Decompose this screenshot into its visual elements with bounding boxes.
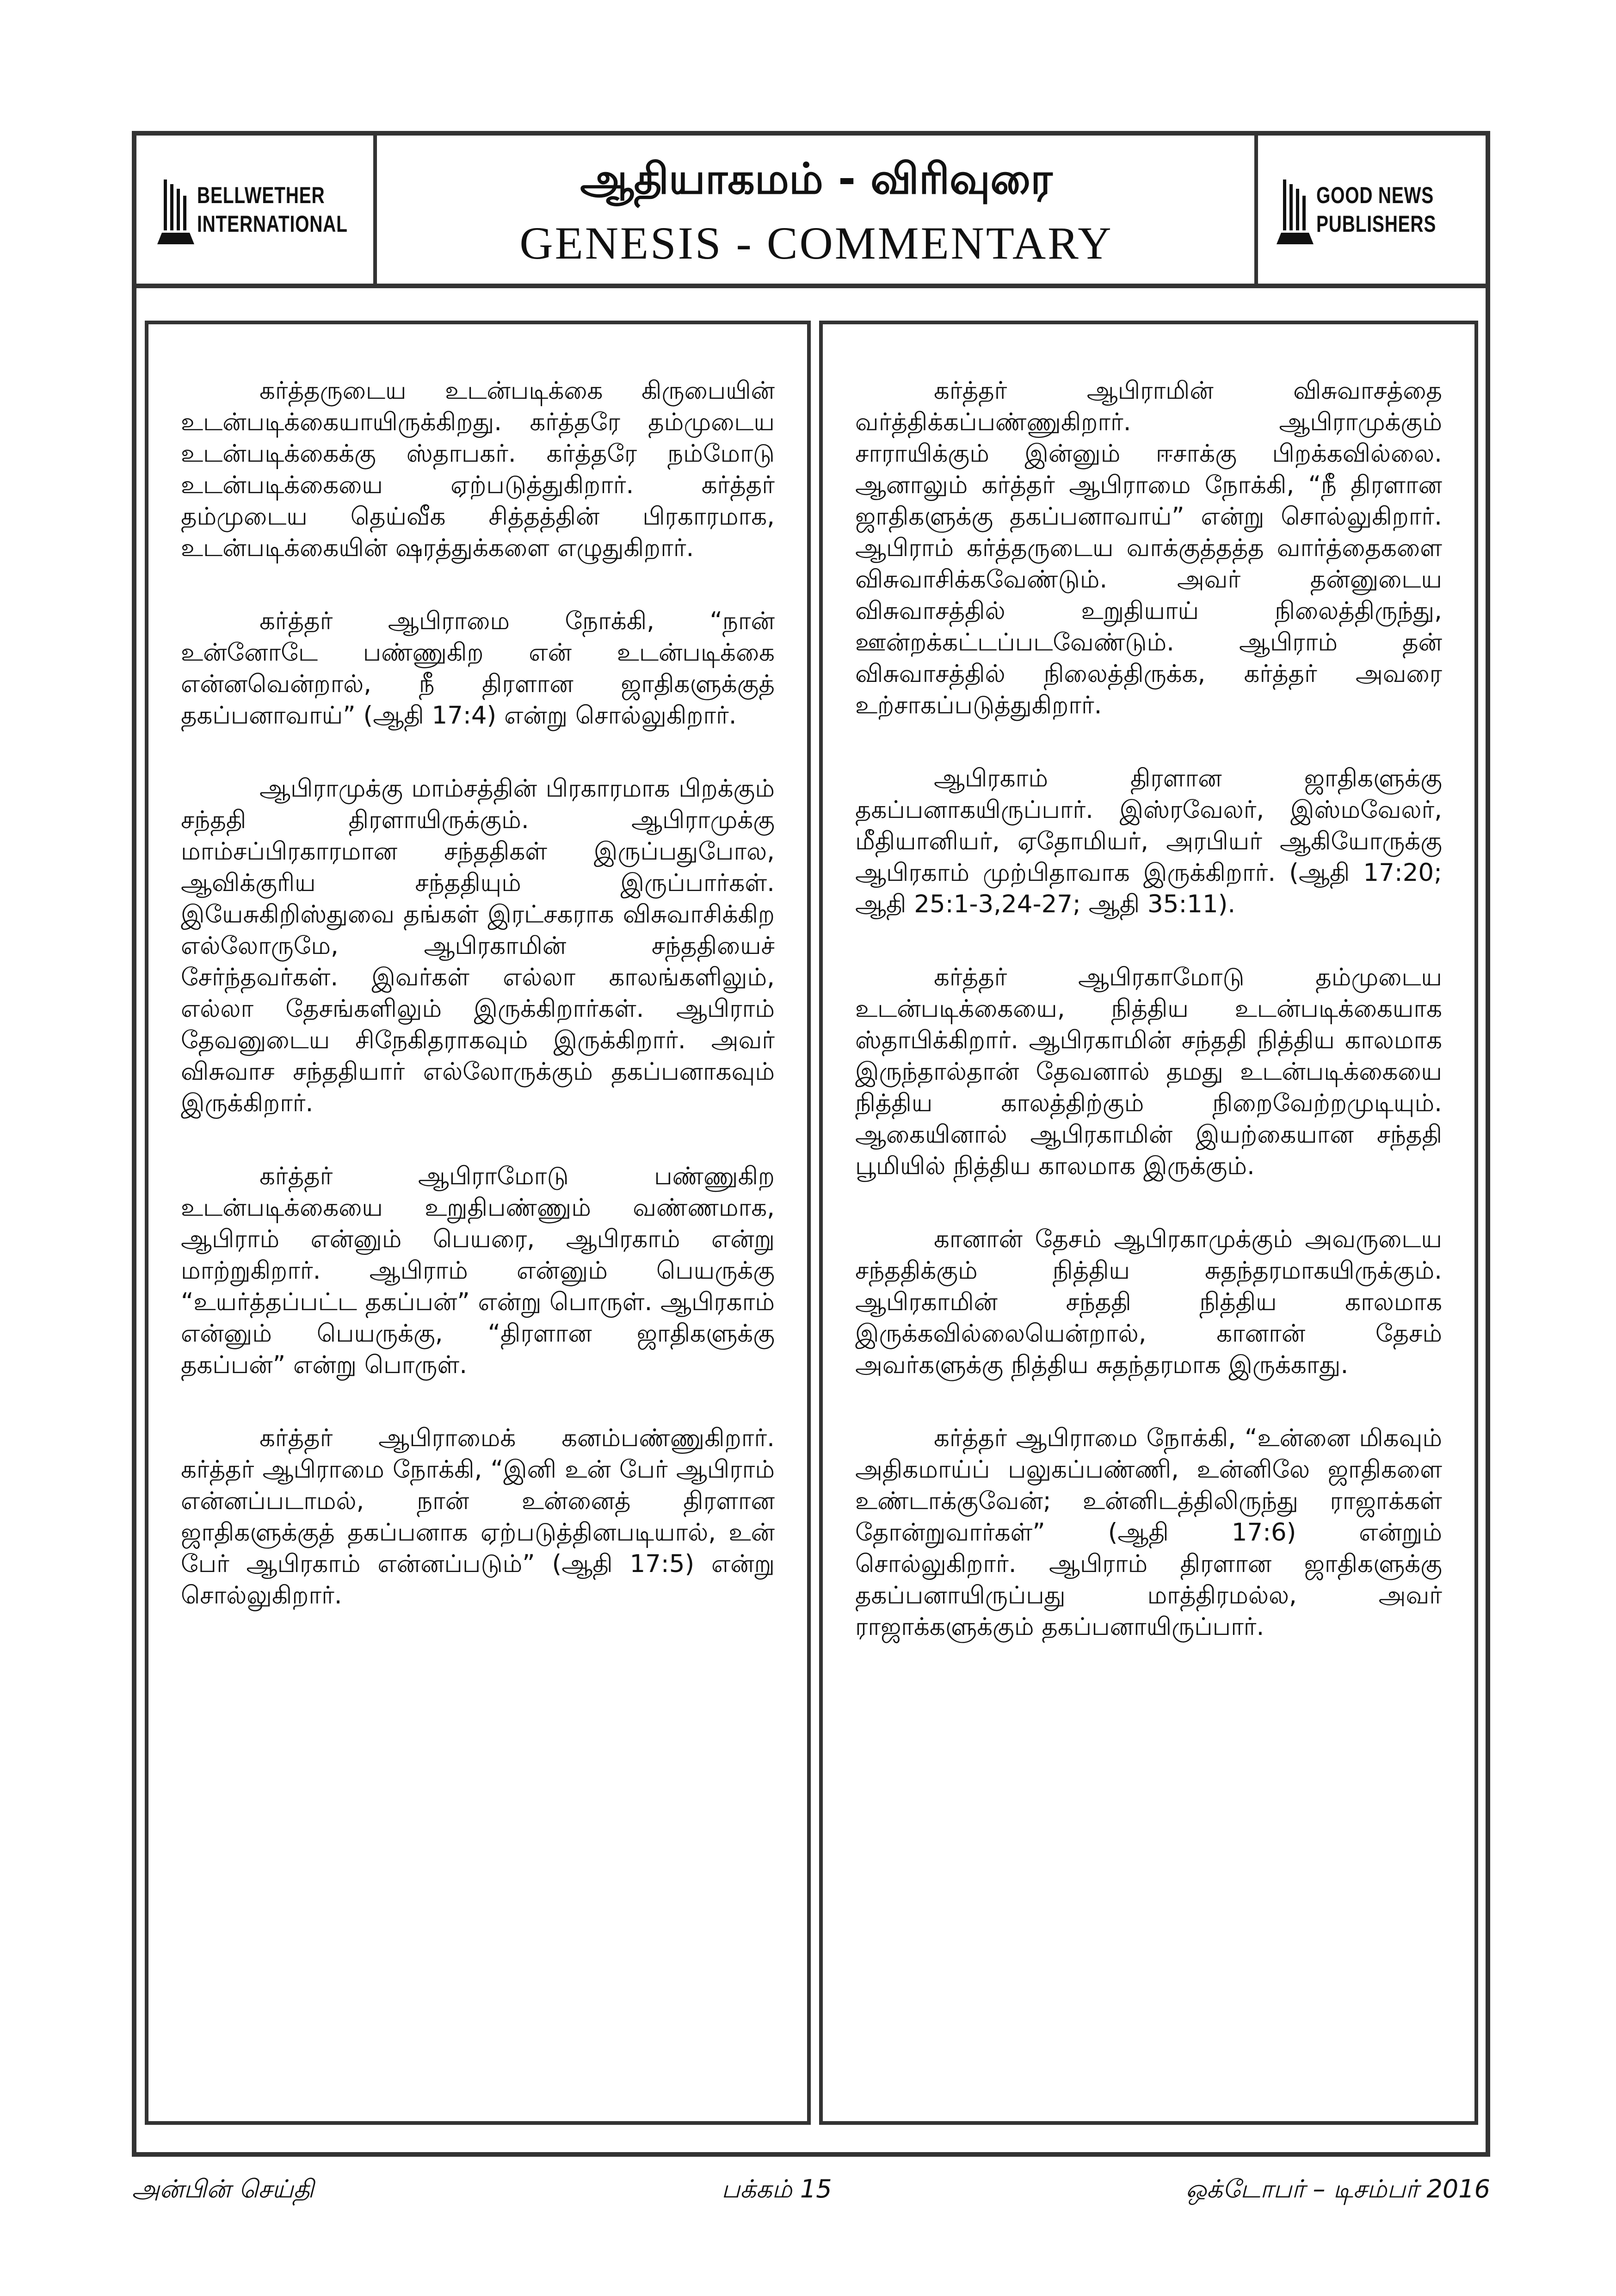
left-column-text [181,375,775,1653]
good-news-line2: PUBLISHERS [1316,211,1437,237]
bellwether-line1: BELLWETHER [197,182,325,208]
header [136,136,1486,288]
columns [136,288,1486,2157]
left-logo-cell [136,136,377,284]
right-column-text [855,375,1442,1684]
paragraph: கர்த்தர் ஆபிராமின் விசுவாசத்தை வர்த்திக்கப்பண்ணுகிறார். ஆபிராமுக்கும் சாராயிக்கும் இன்னும் ஈசாக்கு பிறக்கவில்லை. ஆனாலும் கர்த்தர் ஆபிராமை நோக்கி, “நீ திரளான ஜாதிகளுக்கு தகப்பனாவாய்” என்று சொல்லுகிறார். ஆபிராம் கர்த்தருடைய வாக்குத்தத்த வார்த்தைகளை விசுவாசிக்கவேண்டும். அவர் தன்னுடைய விசுவாசத்தில் உறுதியாய் நிலைத்திருந்து, ஊன்றக்கட்டப்படவேண்டும். ஆபிராம் தன் விசுவாசத்தில் நிலைத்திருக்க, கர்த்தர் அவரை உற்சாகப்படுத்துகிறார். [855,377,1442,719]
paragraph: கர்த்தர் ஆபிராமை நோக்கி, “நான் உன்னோடே பண்ணுகிற என் உடன்படிக்கை என்னவென்றால், நீ திரளான ஜாதிகளுக்குத் தகப்பனாவாய்” (ஆதி 17:4) என்று சொல்லுகிறார். [181,607,775,730]
paragraph: கர்த்தருடைய உடன்படிக்கை கிருபையின் உடன்படிக்கையாயிருக்கிறது. கர்த்தரே தம்முடைய உடன்படிக்கைக்கு ஸ்தாபகர். கர்த்தரே நம்மோடு உடன்படிக்கையை ஏற்படுத்துகிறார். கர்த்தர் தம்முடைய தெய்வீக சித்தத்தின் பிரகாரமாக, உடன்படிக்கையின் ஷரத்துக்களை எழுதுகிறார். [181,377,775,562]
bellwether-emblem-icon [157,175,194,244]
paragraph: கர்த்தர் ஆபிராமைக் கனம்பண்ணுகிறார். கர்த்தர் ஆபிராமை நோக்கி, “இனி உன் பேர் ஆபிராம் என்னப்படாமல், நான் உன்னைத் திரளான ஜாதிகளுக்குத் தகப்பனாக ஏற்படுத்தினபடியால், உன் பேர் ஆபிரகாம் என்னப்படும்” (ஆதி 17:5) என்று சொல்லுகிறார். [181,1424,775,1609]
left-column [145,321,811,2125]
good-news-logo [1277,175,1470,244]
page-frame [132,131,1490,2157]
bellwether-logo [157,175,390,244]
paragraph: கர்த்தர் ஆபிரகாமோடு தம்முடைய உடன்படிக்கையை, நித்திய உடன்படிக்கையாக ஸ்தாபிக்கிறார். ஆபிரகாமின் சந்ததி நித்திய காலமாக இருந்தால்தான் தேவனால் தமது உடன்படிக்கையை நித்திய காலத்திற்கும் நிறைவேற்றமுடியும். ஆகையினால் ஆபிரகாமின் இயற்கையான சந்ததி பூமியில் நித்திய காலமாக இருக்கும். [855,963,1442,1180]
good-news-emblem-icon [1277,175,1314,244]
paragraph: கர்த்தர் ஆபிராமை நோக்கி, “உன்னை மிகவும் அதிகமாய்ப் பலுகப்பண்ணி, உன்னிலே ஜாதிகளை உண்டாக்குவேன்; உன்னிடத்திலிருந்து ராஜாக்கள் தோன்றுவார்கள்” (ஆதி 17:6) என்றும் சொல்லுகிறார். ஆபிராம் திரளான ஜாதிகளுக்கு தகப்பனாயிருப்பது மாத்திரமல்ல, அவர் ராஜாக்களுக்கும் தகப்பனாயிருப்பார். [855,1424,1442,1641]
paragraph: கர்த்தர் ஆபிராமோடு பண்ணுகிற உடன்படிக்கையை உறுதிபண்ணும் வண்ணமாக, ஆபிராம் என்னும் பெயரை, ஆபிரகாம் என்று மாற்றுகிறார். ஆபிராம் என்னும் பெயருக்கு “உயர்த்தப்பட்ட தகப்பன்” என்று பொருள். ஆபிரகாம் என்னும் பெயருக்கு, “திரளான ஜாதிகளுக்கு தகப்பன்” என்று பொருள். [181,1162,775,1379]
paragraph: கானான் தேசம் ஆபிரகாமுக்கும் அவருடைய சந்ததிக்கும் நித்திய சுதந்தரமாகயிருக்கும். ஆபிரகாமின் சந்ததி நித்திய காலமாக இருக்கவில்லையென்றால், கானான் தேசம் அவர்களுக்கு நித்திய சுதந்தரமாக இருக்காது. [855,1225,1442,1379]
footer-date: ஒக்டோபர் – டிசம்பர் 2016 [1185,2174,1490,2203]
footer-page-number: பக்கம் 15 [722,2174,832,2203]
bellwether-line2: INTERNATIONAL [197,211,348,237]
right-logo-cell [1254,136,1486,284]
paragraph: ஆபிரகாம் திரளான ஜாதிகளுக்கு தகப்பனாகயிருப்பார். இஸ்ரவேலர், இஸ்மவேலர், மீதியானியர், ஏதோமியர், அரபியர் ஆகியோருக்கு ஆபிரகாம் முற்பிதாவாக இருக்கிறார். (ஆதி 17:20; ஆதி 25:1-3,24-27; ஆதி 35:11). [855,764,1442,918]
title-cell [377,136,1256,284]
good-news-line1: GOOD NEWS [1316,182,1434,208]
paragraph: ஆபிராமுக்கு மாம்சத்தின் பிரகாரமாக பிறக்கும் சந்ததி திரளாயிருக்கும். ஆபிராமுக்கு மாம்சப்பிரகாரமான சந்ததிகள் இருப்பதுபோல, ஆவிக்குரிய சந்ததியும் இருப்பார்கள். இயேசுகிறிஸ்துவை தங்கள் இரட்சகராக விசுவாசிக்கிற எல்லோருமே, ஆபிரகாமின் சந்ததியைச் சேர்ந்தவர்கள். இவர்கள் எல்லா காலங்களிலும், எல்லா தேசங்களிலும் இருக்கிறார்கள். ஆபிராம் தேவனுடைய சிநேகிதராகவும் இருக்கிறார். அவர் விசுவாச சந்ததியார் எல்லோருக்கும் தகப்பனாகவும் இருக்கிறார். [181,774,775,1117]
right-column [819,321,1478,2125]
title-english: GENESIS - COMMENTARY [519,217,1113,269]
title-tamil: ஆதியாகமம் - விரிவுரை [580,154,1053,204]
footer-publication: அன்பின் செய்தி [132,2174,314,2203]
